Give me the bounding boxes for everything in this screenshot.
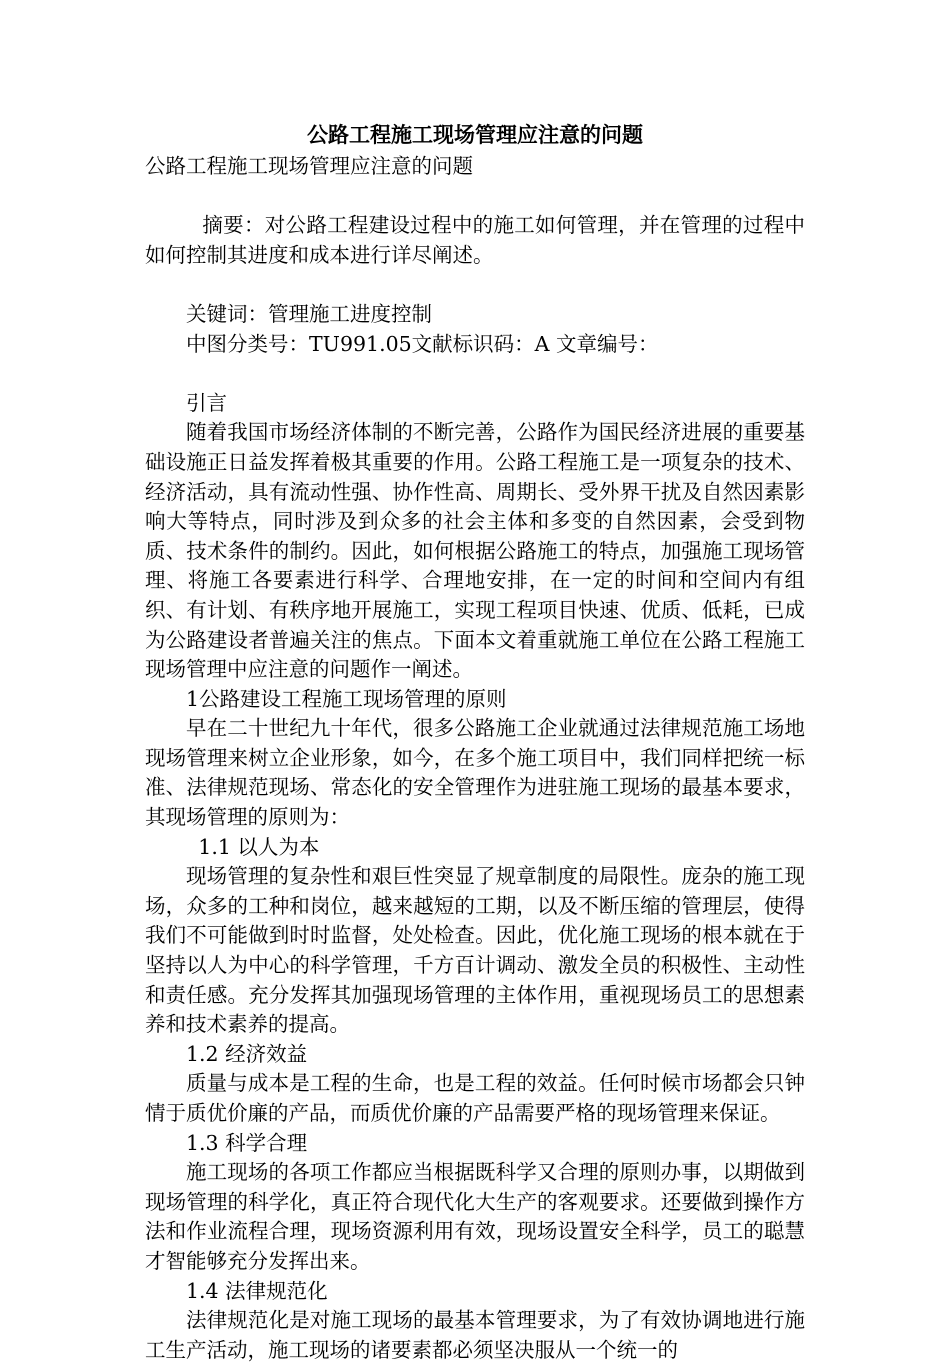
- section1-3-paragraph: 施工现场的各项工作都应当根据既科学又合理的原则办事，以期做到现场管理的科学化，真正符合现代化大生产的客观要求。还要做到操作方法和作业流程合理，现场资源利用有效，现场设置安全科学，员工的聪慧才智能够充分发挥出来。: [145, 1160, 805, 1273]
- section1-1-heading: 1.1 以人为本: [198, 834, 320, 859]
- spacer: [145, 182, 805, 212]
- section1-2-paragraph: 质量与成本是工程的生命，也是工程的效益。任何时候市场都会只钟情于质优价廉的产品，而质优价廉的产品需要严格的现场管理来保证。: [145, 1071, 805, 1125]
- section1-heading: 1公路建设工程施工现场管理的原则: [186, 686, 507, 711]
- keywords-line: 关键词：管理施工进度控制: [186, 301, 432, 326]
- document-title: 公路工程施工现场管理应注意的问题: [307, 123, 643, 147]
- section1-paragraph: 早在二十世纪九十年代，很多公路施工企业就通过法律规范施工场地现场管理来树立企业形象，如今，在多个施工项目中，我们同样把统一标准、法律规范现场、常态化的安全管理作为进驻施工现场的最基本要求，其现场管理的原则为：: [145, 716, 805, 830]
- document-subtitle: 公路工程施工现场管理应注意的问题: [145, 154, 473, 178]
- section1-1-paragraph: 现场管理的复杂性和艰巨性突显了规章制度的局限性。庞杂的施工现场，众多的工种和岗位，越来越短的工期，以及不断压缩的管理层，使得我们不可能做到时时监督，处处检查。因此，优化施工现场的根本就在于坚持以人为中心的科学管理，千方百计调动、激发全员的积极性、主动性和责任感。充分发挥其加强现场管理的主体作用，重视现场员工的思想素养和技术素养的提高。: [145, 864, 805, 1037]
- intro-paragraph: 随着我国市场经济体制的不断完善，公路作为国民经济进展的重要基础设施正日益发挥着极其重要的作用。公路工程施工是一项复杂的技术、经济活动，具有流动性强、协作性高、周期长、受外界干扰及自然因素影响大等特点，同时涉及到众多的社会主体和多变的自然因素，会受到物质、技术条件的制约。因此，如何根据公路施工的特点，加强施工现场管理、将施工各要素进行科学、合理地安排，在一定的时间和空间内有组织、有计划、有秩序地开展施工，实现工程项目快速、优质、低耗，已成为公路建设者普遍关注的焦点。下面本文着重就施工单位在公路工程施工现场管理中应注意的问题作一阐述。: [145, 420, 805, 682]
- section1-2-heading: 1.2 经济效益: [186, 1041, 308, 1066]
- document-page: [145, 118, 805, 1365]
- spacer: [145, 359, 805, 389]
- section1-3-heading: 1.3 科学合理: [186, 1130, 308, 1155]
- intro-heading: 引言: [186, 390, 227, 415]
- classification-line: 中图分类号：TU991.05文献标识码：A 文章编号：: [186, 331, 659, 356]
- section1-4-heading: 1.4 法律规范化: [186, 1278, 328, 1303]
- abstract-paragraph: 摘要：对公路工程建设过程中的施工如何管理，并在管理的过程中如何控制其进度和成本进行详尽阐述。: [145, 213, 805, 267]
- spacer: [145, 270, 805, 300]
- section1-4-paragraph: 法律规范化是对施工现场的最基本管理要求，为了有效协调地进行施工生产活动，施工现场的诸要素都必须坚决服从一个统一的: [145, 1308, 805, 1362]
